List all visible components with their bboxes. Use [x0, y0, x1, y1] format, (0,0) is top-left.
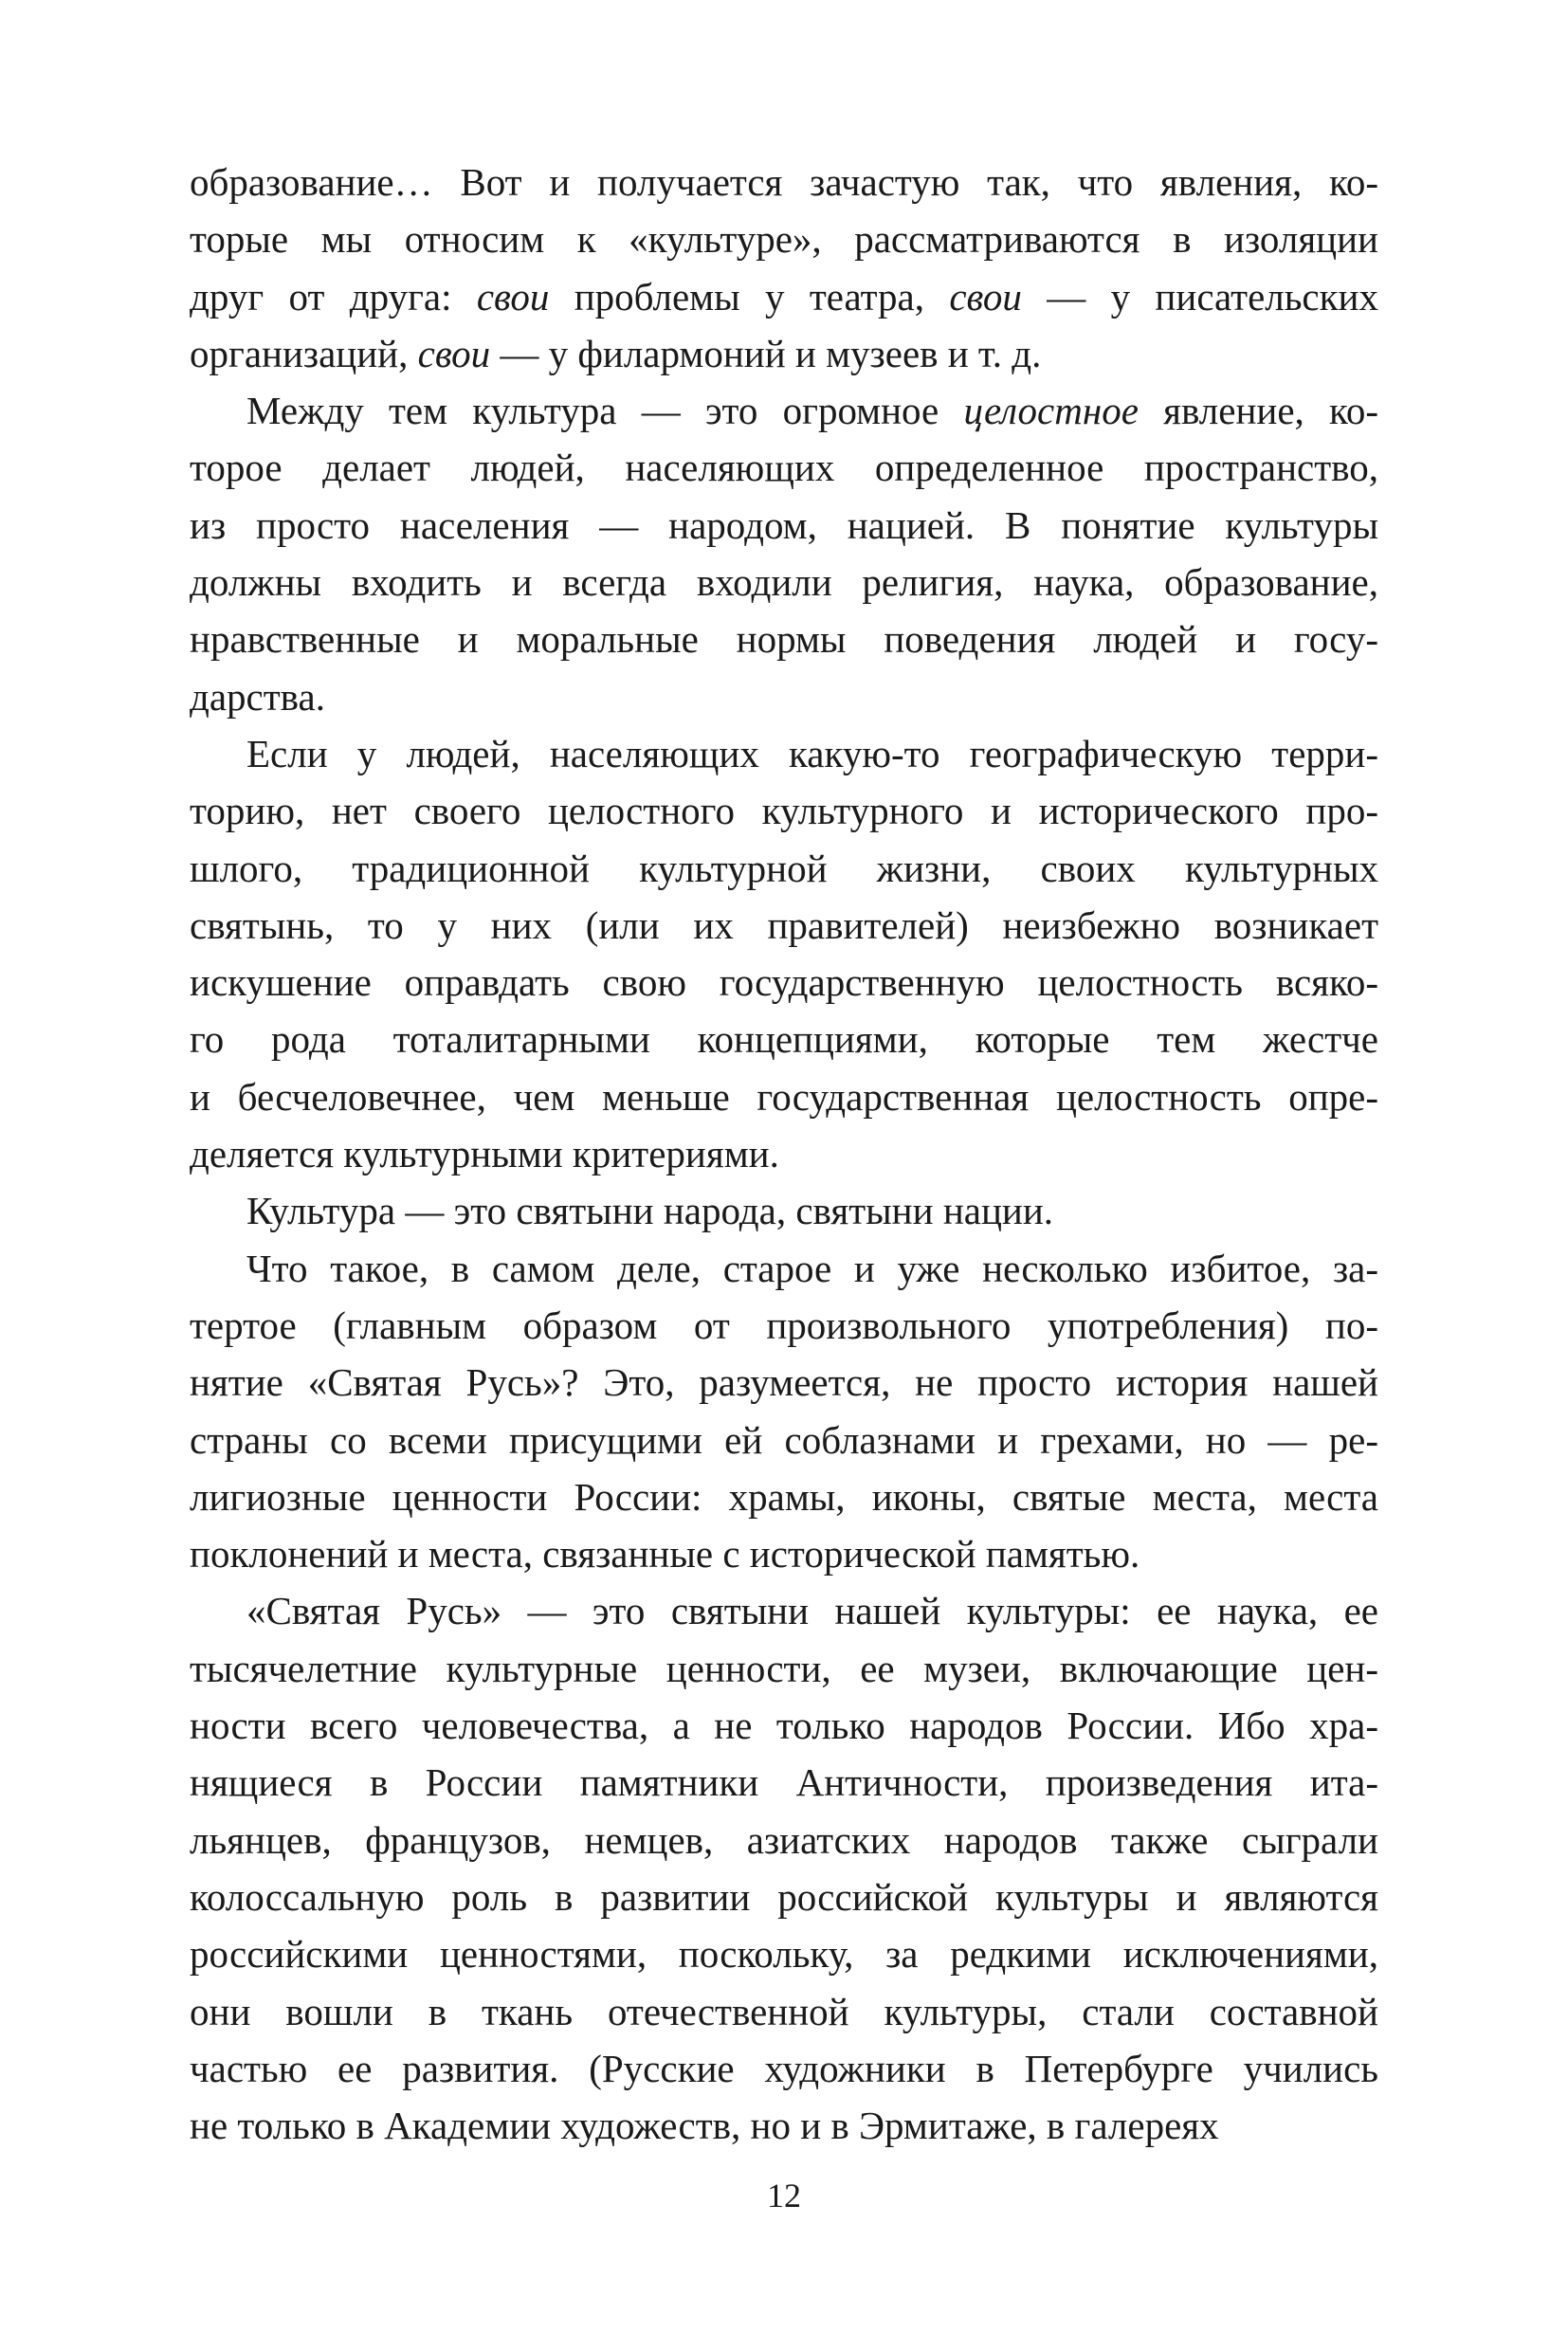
paragraph: [190, 382, 1378, 725]
text-segment: Культура — это святыни народа, святыни нации.: [246, 1189, 1054, 1233]
text-line: [190, 1640, 1378, 1697]
text-segment: торые мы относим к «культуре», рассматриваются в изоляции: [190, 217, 1378, 262]
text-line: [190, 2097, 1378, 2154]
text-line: [190, 268, 1378, 325]
text-line: [190, 782, 1378, 839]
text-segment: проблемы у театра,: [549, 274, 950, 319]
text-segment: торое делает людей, населяющих определенное пространство,: [190, 446, 1378, 490]
text-line: [190, 1068, 1378, 1125]
text-line: [190, 1011, 1378, 1067]
italic-text: целостное: [963, 389, 1139, 433]
text-segment: святынь, то у них (или их правителей) неизбежно возникает: [190, 902, 1378, 947]
paragraph: [190, 154, 1378, 382]
body-text: [190, 154, 1378, 2154]
paragraph: [190, 1240, 1378, 1583]
text-line: [190, 1240, 1378, 1297]
text-segment: — у филармоний и музеев и т. д.: [490, 331, 1042, 375]
text-segment: шлого, традиционной культурной жизни, своих культурных: [190, 846, 1378, 890]
text-segment: поклонений и места, связанные с исторической памятью.: [190, 1532, 1140, 1576]
text-segment: — у писательских: [1021, 274, 1378, 319]
text-segment: страны со всеми присущими ей соблазнами и грехами, но — ре-: [190, 1417, 1378, 1462]
text-line: [190, 2040, 1378, 2097]
italic-text: свои: [417, 331, 491, 375]
text-segment: явление, ко-: [1138, 389, 1378, 433]
text-segment: го рода тоталитарными концепциями, которые тем жестче: [190, 1017, 1378, 1062]
text-segment: из просто населения — народом, нацией. В понятие культуры: [190, 502, 1378, 547]
text-segment: Между тем культура — это огромное: [246, 389, 964, 433]
text-segment: Что такое, в самом деле, старое и уже несколько избитое, за-: [246, 1246, 1378, 1290]
text-line: [190, 840, 1378, 897]
text-line: [190, 1125, 1378, 1182]
text-segment: тысячелетние культурные ценности, ее музеи, включающие цен-: [190, 1646, 1378, 1690]
italic-text: свои: [476, 274, 550, 319]
paragraph: [190, 725, 1378, 1182]
text-segment: организаций,: [190, 331, 418, 375]
text-segment: искушение оправдать свою государственную целостность всяко-: [190, 960, 1378, 1005]
text-line: [190, 382, 1378, 439]
text-segment: не только в Академии художеств, но и в Эрмитаже, в галереях: [190, 2104, 1219, 2148]
text-line: [190, 1525, 1378, 1582]
text-segment: они вошли в ткань отечественной культуры, стали составной: [190, 1989, 1378, 2033]
paragraph: [190, 1582, 1378, 2154]
text-segment: колоссальную роль в развитии российской культуры и являются: [190, 1874, 1378, 1919]
text-segment: Если у людей, населяющих какую-то географическую терри-: [246, 731, 1378, 775]
text-segment: ности всего человечества, а не только народов России. Ибо хра-: [190, 1704, 1378, 1748]
text-segment: «Святая Русь» — это святыни нашей культуры: ее наука, ее: [246, 1589, 1378, 1633]
text-segment: тертое (главным образом от произвольного употребления) по-: [190, 1303, 1378, 1347]
text-line: [190, 1354, 1378, 1411]
text-line: [190, 1697, 1378, 1754]
text-line: [190, 1412, 1378, 1468]
text-segment: нравственные и моральные нормы поведения людей и госу-: [190, 617, 1378, 662]
text-line: [190, 611, 1378, 667]
text-line: [190, 954, 1378, 1011]
text-segment: деляется культурными критериями.: [190, 1132, 779, 1176]
text-line: [190, 668, 1378, 725]
italic-text: свои: [949, 274, 1022, 319]
text-segment: лигиозные ценности России: храмы, иконы, святые места, места: [190, 1474, 1378, 1519]
text-line: [190, 497, 1378, 554]
paragraph: [190, 1182, 1378, 1239]
text-line: [190, 325, 1378, 382]
text-line: [190, 1925, 1378, 1982]
text-line: [190, 1468, 1378, 1525]
text-segment: друг от друга:: [190, 274, 477, 319]
text-segment: частью ее развития. (Русские художники в Петербурге учились: [190, 2046, 1378, 2090]
text-line: [190, 554, 1378, 611]
text-line: [190, 1754, 1378, 1811]
text-line: [190, 154, 1378, 210]
text-line: [190, 1983, 1378, 2040]
text-segment: и бесчеловечнее, чем меньше государственная целостность опре-: [190, 1074, 1378, 1119]
text-segment: должны входить и всегда входили религия, наука, образование,: [190, 560, 1378, 605]
text-line: [190, 897, 1378, 954]
text-line: [190, 1297, 1378, 1354]
text-segment: образование… Вот и получается зачастую так, что явления, ко-: [190, 160, 1378, 204]
text-segment: торию, нет своего целостного культурного и исторического про-: [190, 789, 1378, 833]
text-line: [190, 439, 1378, 496]
text-line: [190, 1812, 1378, 1868]
text-segment: дарства.: [190, 674, 325, 719]
page-number: 12: [767, 2177, 801, 2214]
text-segment: льянцев, французов, немцев, азиатских народов также сыграли: [190, 1817, 1378, 1862]
text-segment: российскими ценностями, поскольку, за редкими исключениями,: [190, 1932, 1378, 1977]
text-segment: нятие «Святая Русь»? Это, разумеется, не просто история нашей: [190, 1360, 1378, 1405]
text-line: [190, 210, 1378, 267]
text-line: [190, 1582, 1378, 1639]
text-segment: нящиеся в России памятники Античности, произведения ита-: [190, 1760, 1378, 1805]
text-line: [190, 1182, 1378, 1239]
text-line: [190, 725, 1378, 782]
text-line: [190, 1868, 1378, 1925]
